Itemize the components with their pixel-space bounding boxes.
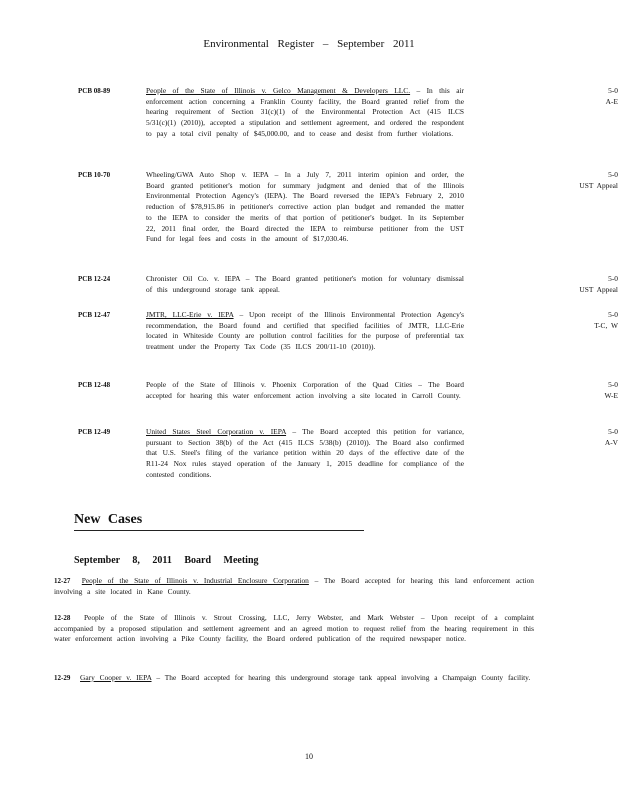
case-number: PCB 08-89 xyxy=(78,87,111,95)
case-type: A-V xyxy=(604,437,618,447)
case-number: 12-29 xyxy=(54,674,71,682)
case-text: – In this air enforcement action concerning a Franklin County facility, the Board granted relief from the hearing requirement of Section 31(c)(1) of the Environmental Protection Act (415 ILCS 5/31(c)(1) (2010)), accepted a stipulation and settlement agreement, and ordered the respondent to pay a total civil penalty of $45,000.00, and to cease and desist from further violations. xyxy=(146,86,465,138)
case-text: Wheeling/GWA Auto Shop v. IEPA – In a July 7, 2011 interim opinion and order, the Board granted petitioner's motion for summary judgment and denied that of the Illinois Environmental Protection Agency's (IEPA). The Board reversed the IEPA's February 2, 2010 reduction of $78,915.86 in petitioner's corrective action plan budget and remanded the matter to the IEPA to consider the merits of that portion of petitioner's budget. In its September 22, 2011 final order, the Board directed the IEPA to reimburse petitioner from the UST Fund for legal fees and costs in the amount of $17,030.46. xyxy=(146,170,464,244)
case-entry xyxy=(78,380,618,420)
case-title: United States Steel Corporation v. IEPA xyxy=(146,427,287,436)
case-summary xyxy=(146,310,464,353)
vote-count: 5-0 xyxy=(608,310,618,319)
case-summary xyxy=(146,380,464,401)
case-number: PCB 12-24 xyxy=(78,275,111,283)
case-text: – The Board accepted for hearing this underground storage tank appeal involving a Champaign County facility. xyxy=(151,673,531,682)
case-summary xyxy=(146,170,464,245)
case-type: W-E xyxy=(604,390,618,400)
case-entry xyxy=(78,170,618,270)
case-title: JMTR, LLC-Erie v. IEPA xyxy=(146,310,234,319)
case-text: People of the State of Illinois v. Phoenix Corporation of the Quad Cities – The Board accepted for hearing this water enforcement action involving a site located in Carroll County. xyxy=(146,380,464,400)
case-type: UST Appeal xyxy=(579,284,618,294)
vote-count: 5-0 xyxy=(608,86,618,95)
case-text: Chronister Oil Co. v. IEPA – The Board granted petitioner's motion for voluntary dismissal of this underground storage tank appeal. xyxy=(146,274,464,294)
case-entry xyxy=(78,310,618,370)
case-text: – The Board accepted for hearing this land enforcement action involving a site located in Kane County. xyxy=(54,576,534,596)
case-title: People of the State of Illinois v. Industrial Enclosure Corporation xyxy=(81,576,309,585)
case-vote xyxy=(488,86,618,107)
case-summary xyxy=(146,427,464,481)
case-number: PCB 12-48 xyxy=(78,381,111,389)
case-vote xyxy=(488,427,618,448)
case-number: PCB 10-70 xyxy=(78,171,111,179)
page-header: Environmental Register – September 2011 xyxy=(203,38,415,50)
case-entry xyxy=(78,86,618,161)
case-vote xyxy=(488,170,618,191)
case-number: 12-28 xyxy=(54,614,71,622)
case-type: UST Appeal xyxy=(579,180,618,190)
case-entry xyxy=(78,274,618,304)
case-number: PCB 12-47 xyxy=(78,311,111,319)
meeting-title: September 8, 2011 Board Meeting xyxy=(74,555,259,566)
new-case-entry xyxy=(54,673,534,684)
case-text: – The Board accepted this petition for variance, pursuant to Section 38(b) of the Act (415 ILCS 5/38(b) (2010)). The Board also confirmed that U.S. Steel's filing of the variance petition within 20 days of the effective date of the R11-24 Nox rules stayed operation of the January 1, 2015 deadline for compliance of the contested conditions. xyxy=(146,427,464,479)
vote-count: 5-0 xyxy=(608,427,618,436)
case-number: PCB 12-49 xyxy=(78,428,111,436)
case-text: People of the State of Illinois v. Strout Crossing, LLC, Jerry Webster, and Mark Webster – Upon receipt of a complaint accompanied by a proposed stipulation and settlement agreement and an agreed motion to request relief from the hearing requirement in this water enforcement action involving a Pike County facility, the Board ordered publication of the required newspaper notice. xyxy=(54,613,534,644)
case-title: Gary Cooper v. IEPA xyxy=(80,673,152,682)
vote-count: 5-0 xyxy=(608,170,618,179)
new-case-entry xyxy=(54,613,534,645)
page-number: 10 xyxy=(305,752,313,761)
vote-count: 5-0 xyxy=(608,380,618,389)
case-title: People of the State of Illinois v. Gelco Management & Developers LLC. xyxy=(146,86,411,95)
case-entry xyxy=(78,427,618,491)
case-summary xyxy=(146,86,464,140)
vote-count: 5-0 xyxy=(608,274,618,283)
case-vote xyxy=(488,274,618,295)
case-vote xyxy=(488,310,618,331)
case-text: – Upon receipt of the Illinois Environmental Protection Agency's recommendation, the Board found and certified that specified facilities of JMTR, LLC-Erie located in Whiteside County are pollution control facilities for the purpose of preferential tax treatment under the Property Tax Code (35 ILCS 200/11-10 (2010)). xyxy=(146,310,464,352)
case-summary xyxy=(146,274,464,295)
case-type: A-E xyxy=(605,96,618,106)
case-type: T-C, W xyxy=(594,320,618,330)
case-number: 12-27 xyxy=(54,577,71,585)
section-divider xyxy=(74,530,364,531)
case-vote xyxy=(488,380,618,401)
section-title: New Cases xyxy=(74,512,143,527)
new-case-entry xyxy=(54,576,534,597)
